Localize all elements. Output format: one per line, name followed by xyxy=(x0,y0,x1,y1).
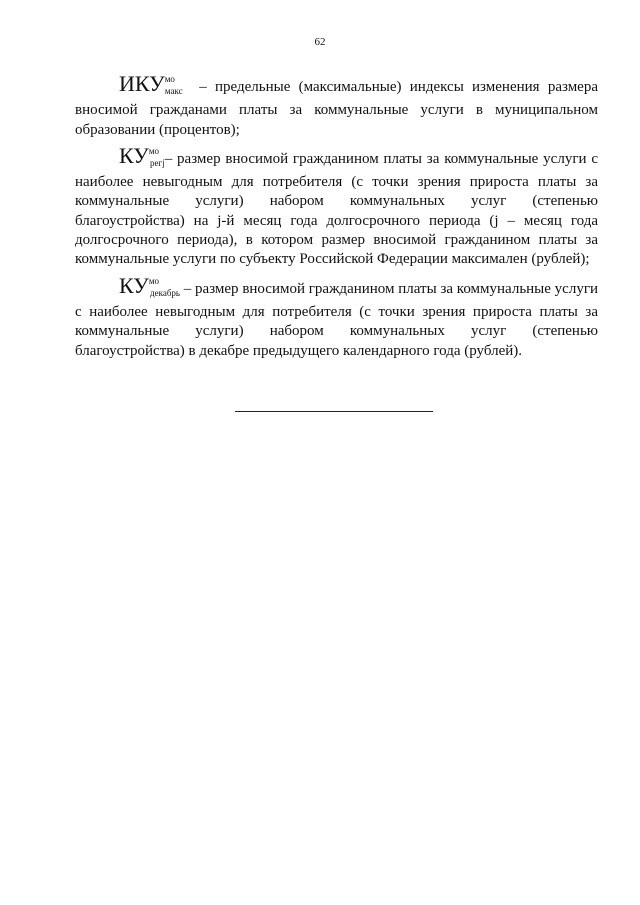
formula-symbol-ku xyxy=(119,142,165,173)
formula-symbol-iku xyxy=(119,70,183,101)
definition-ku-december xyxy=(75,272,598,361)
definition-text: – размер вносимой гражданином платы за коммунальные услуги с наиболее невыгодным для потребителя (с точки зрения прироста платы за коммунальные услуги) набором коммунальных услуг (степенью благоустройства) на j-й месяц года долгосрочного периода (j – месяц года долгосрочного периода), в котором размер вносимой гражданином платы за коммунальные услуги по субъекту Российской Федерации максимален (рублей); xyxy=(75,150,598,268)
symbol-superscript: мо xyxy=(148,145,160,156)
end-divider-line xyxy=(235,411,433,412)
symbol-subscript: декабрь xyxy=(150,287,181,298)
symbol-main: ИКУ xyxy=(119,71,165,96)
definition-text: – размер вносимой гражданином платы за коммунальные услуги с наиболее невыгодным для потребителя (с точки зрения прироста платы за коммунальные услуги) набором коммунальных услуг (степенью благоустройства) в декабре предыдущего календарного года (рублей). xyxy=(75,280,598,359)
symbol-subscript: макс xyxy=(164,86,183,96)
formula-symbol-ku-december xyxy=(119,272,180,303)
page-number: 62 xyxy=(314,36,326,48)
symbol-superscript: мо xyxy=(148,275,160,286)
symbol-main: КУ xyxy=(119,142,149,168)
definition-iku-max xyxy=(75,70,598,140)
definition-text: – предельные (максимальные) индексы изменения размера вносимой гражданами платы за коммунальные услуги в муниципальном образовании (процентов); xyxy=(75,79,598,138)
symbol-superscript: мо xyxy=(164,74,175,84)
symbol-main: КУ xyxy=(119,272,149,298)
symbol-subscript: регj xyxy=(150,157,165,168)
definition-ku-reg xyxy=(75,142,598,270)
document-body xyxy=(75,70,598,361)
